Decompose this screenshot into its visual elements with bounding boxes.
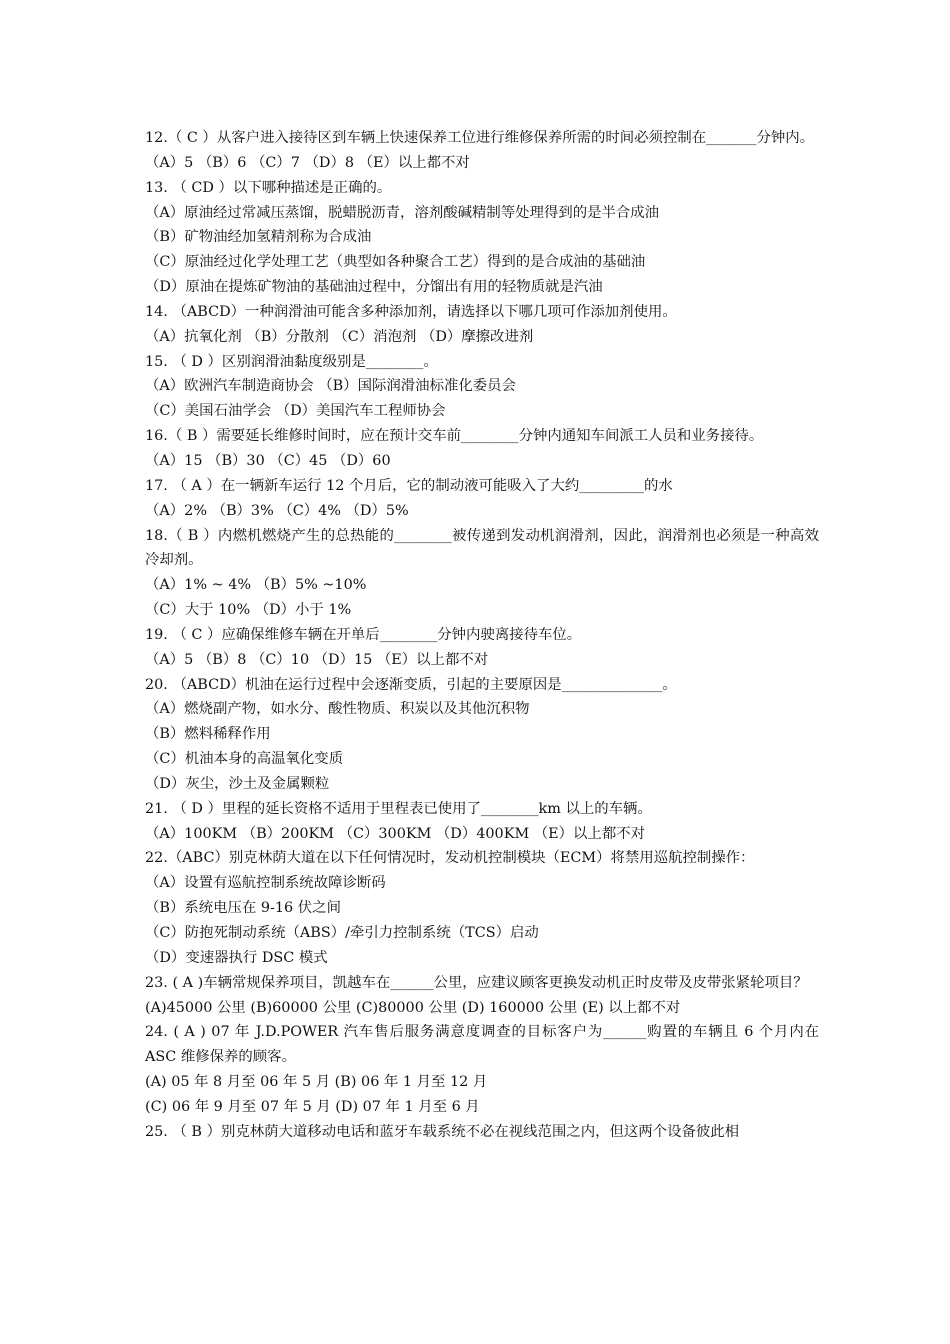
question-22-option-d: （D）变速器执行 DSC 模式 — [145, 949, 328, 966]
question-14: 14. （ABCD）一种润滑油可能含多种添加剂，请选择以下哪几项可作添加剂使用。 — [145, 303, 677, 320]
question-12: 12.（ C ）从客户进入接待区到车辆上快速保养工位进行维修保养所需的时间必须控制在_______分钟内。 — [145, 130, 815, 146]
question-24-options-cd: (C) 06 年 9 月至 07 年 5 月 (D) 07 年 1 月至 6 月 — [145, 1098, 480, 1115]
question-22-option-c: （C）防抱死制动系统（ABS）/牵引力控制系统（TCS）启动 — [145, 925, 539, 941]
question-15-options-ab: （A）欧洲汽车制造商协会 （B）国际润滑油标准化委员会 — [145, 378, 516, 395]
question-13-option-c: （C）原油经过化学处理工艺（典型如各种聚合工艺）得到的是合成油的基础油 — [145, 254, 646, 271]
question-13: 13. （ CD ）以下哪种描述是正确的。 — [145, 179, 392, 196]
question-12-options: （A）5 （B）6 （C）7 （D）8 （E）以上都不对 — [145, 154, 470, 171]
question-19-options: （A）5 （B）8 （C）10 （D）15 （E）以上都不对 — [145, 651, 489, 668]
question-24: 24. ( A ) 07 年 J.D.POWER 汽车售后服务满意度调查的目标客户为______购置的车辆且 6 个月内在 ASC 维修保养的顾客。 — [145, 1024, 819, 1066]
question-21-options: （A）100KM （B）200KM （C）300KM （D）400KM （E）以上都不对 — [145, 825, 645, 842]
question-23: 23. ( A )车辆常规保养项目，凯越车在______公里，应建议顾客更换发动机正时皮带及皮带张紧轮项目？ — [145, 974, 808, 991]
question-21: 21. （ D ）里程的延长资格不适用于里程表已使用了________km 以上的车辆。 — [145, 800, 652, 817]
question-14-options: （A）抗氧化剂 （B）分散剂 （C）消泡剂 （D）摩擦改进剂 — [145, 328, 534, 345]
question-13-option-b: （B）矿物油经加氢精剂称为合成油 — [145, 229, 372, 246]
document-page — [145, 126, 819, 1145]
question-20-option-b: （B）燃料稀释作用 — [145, 726, 271, 743]
question-18-options-ab: （A）1% ~ 4% （B）5% ~10% — [145, 577, 367, 594]
question-13-option-d: （D）原油在提炼矿物油的基础油过程中，分馏出有用的轻物质就是汽油 — [145, 279, 603, 296]
question-25: 25. （ B ）别克林荫大道移动电话和蓝牙车载系统不必在视线范围之内，但这两个设备彼此相 — [145, 1123, 740, 1140]
question-15-options-cd: （C）美国石油学会 （D）美国汽车工程师协会 — [145, 403, 446, 420]
question-16-options: （A）15 （B）30 （C）45 （D）60 — [145, 452, 391, 469]
question-22: 22.（ABC）别克林荫大道在以下任何情况时，发动机控制模块（ECM）将禁用巡航控制操作： — [145, 850, 755, 867]
question-17: 17. （ A ）在一辆新车运行 12 个月后，它的制动液可能吸入了大约_________的水 — [145, 477, 673, 494]
question-13-option-a: （A）原油经过常减压蒸馏，脱蜡脱沥青，溶剂酸碱精制等处理得到的是半合成油 — [145, 204, 660, 221]
question-17-options: （A）2% （B）3% （C）4% （D）5% — [145, 502, 409, 519]
question-20-option-a: （A）燃烧副产物，如水分、酸性物质、积炭以及其他沉积物 — [145, 701, 530, 718]
question-22-option-a: （A）设置有巡航控制系统故障诊断码 — [145, 875, 386, 892]
question-18-options-cd: （C）大于 10% （D）小于 1% — [145, 602, 352, 619]
question-24-options-ab: (A) 05 年 8 月至 06 年 5 月 (B) 06 年 1 月至 12 月 — [145, 1074, 488, 1091]
question-18: 18.（ B ）内燃机燃烧产生的总热能的________被传递到发动机润滑剂，因此，润滑剂也必须是一种高效冷却剂。 — [145, 527, 819, 569]
question-20-option-c: （C）机油本身的高温氧化变质 — [145, 751, 344, 768]
question-16: 16.（ B ）需要延长维修时间时，应在预计交车前________分钟内通知车间派工人员和业务接待。 — [145, 428, 764, 445]
question-20: 20. （ABCD）机油在运行过程中会逐渐变质，引起的主要原因是______________。 — [145, 676, 677, 693]
question-20-option-d: （D）灰尘，沙土及金属颗粒 — [145, 775, 330, 792]
question-23-options: (A)45000 公里 (B)60000 公里 (C)80000 公里 (D) 160000 公里 (E) 以上都不对 — [145, 999, 681, 1016]
question-22-option-b: （B）系统电压在 9-16 伏之间 — [145, 900, 341, 917]
question-15: 15. （ D ）区别润滑油黏度级别是________。 — [145, 353, 438, 370]
question-19: 19. （ C ）应确保维修车辆在开单后________分钟内驶离接待车位。 — [145, 626, 582, 643]
